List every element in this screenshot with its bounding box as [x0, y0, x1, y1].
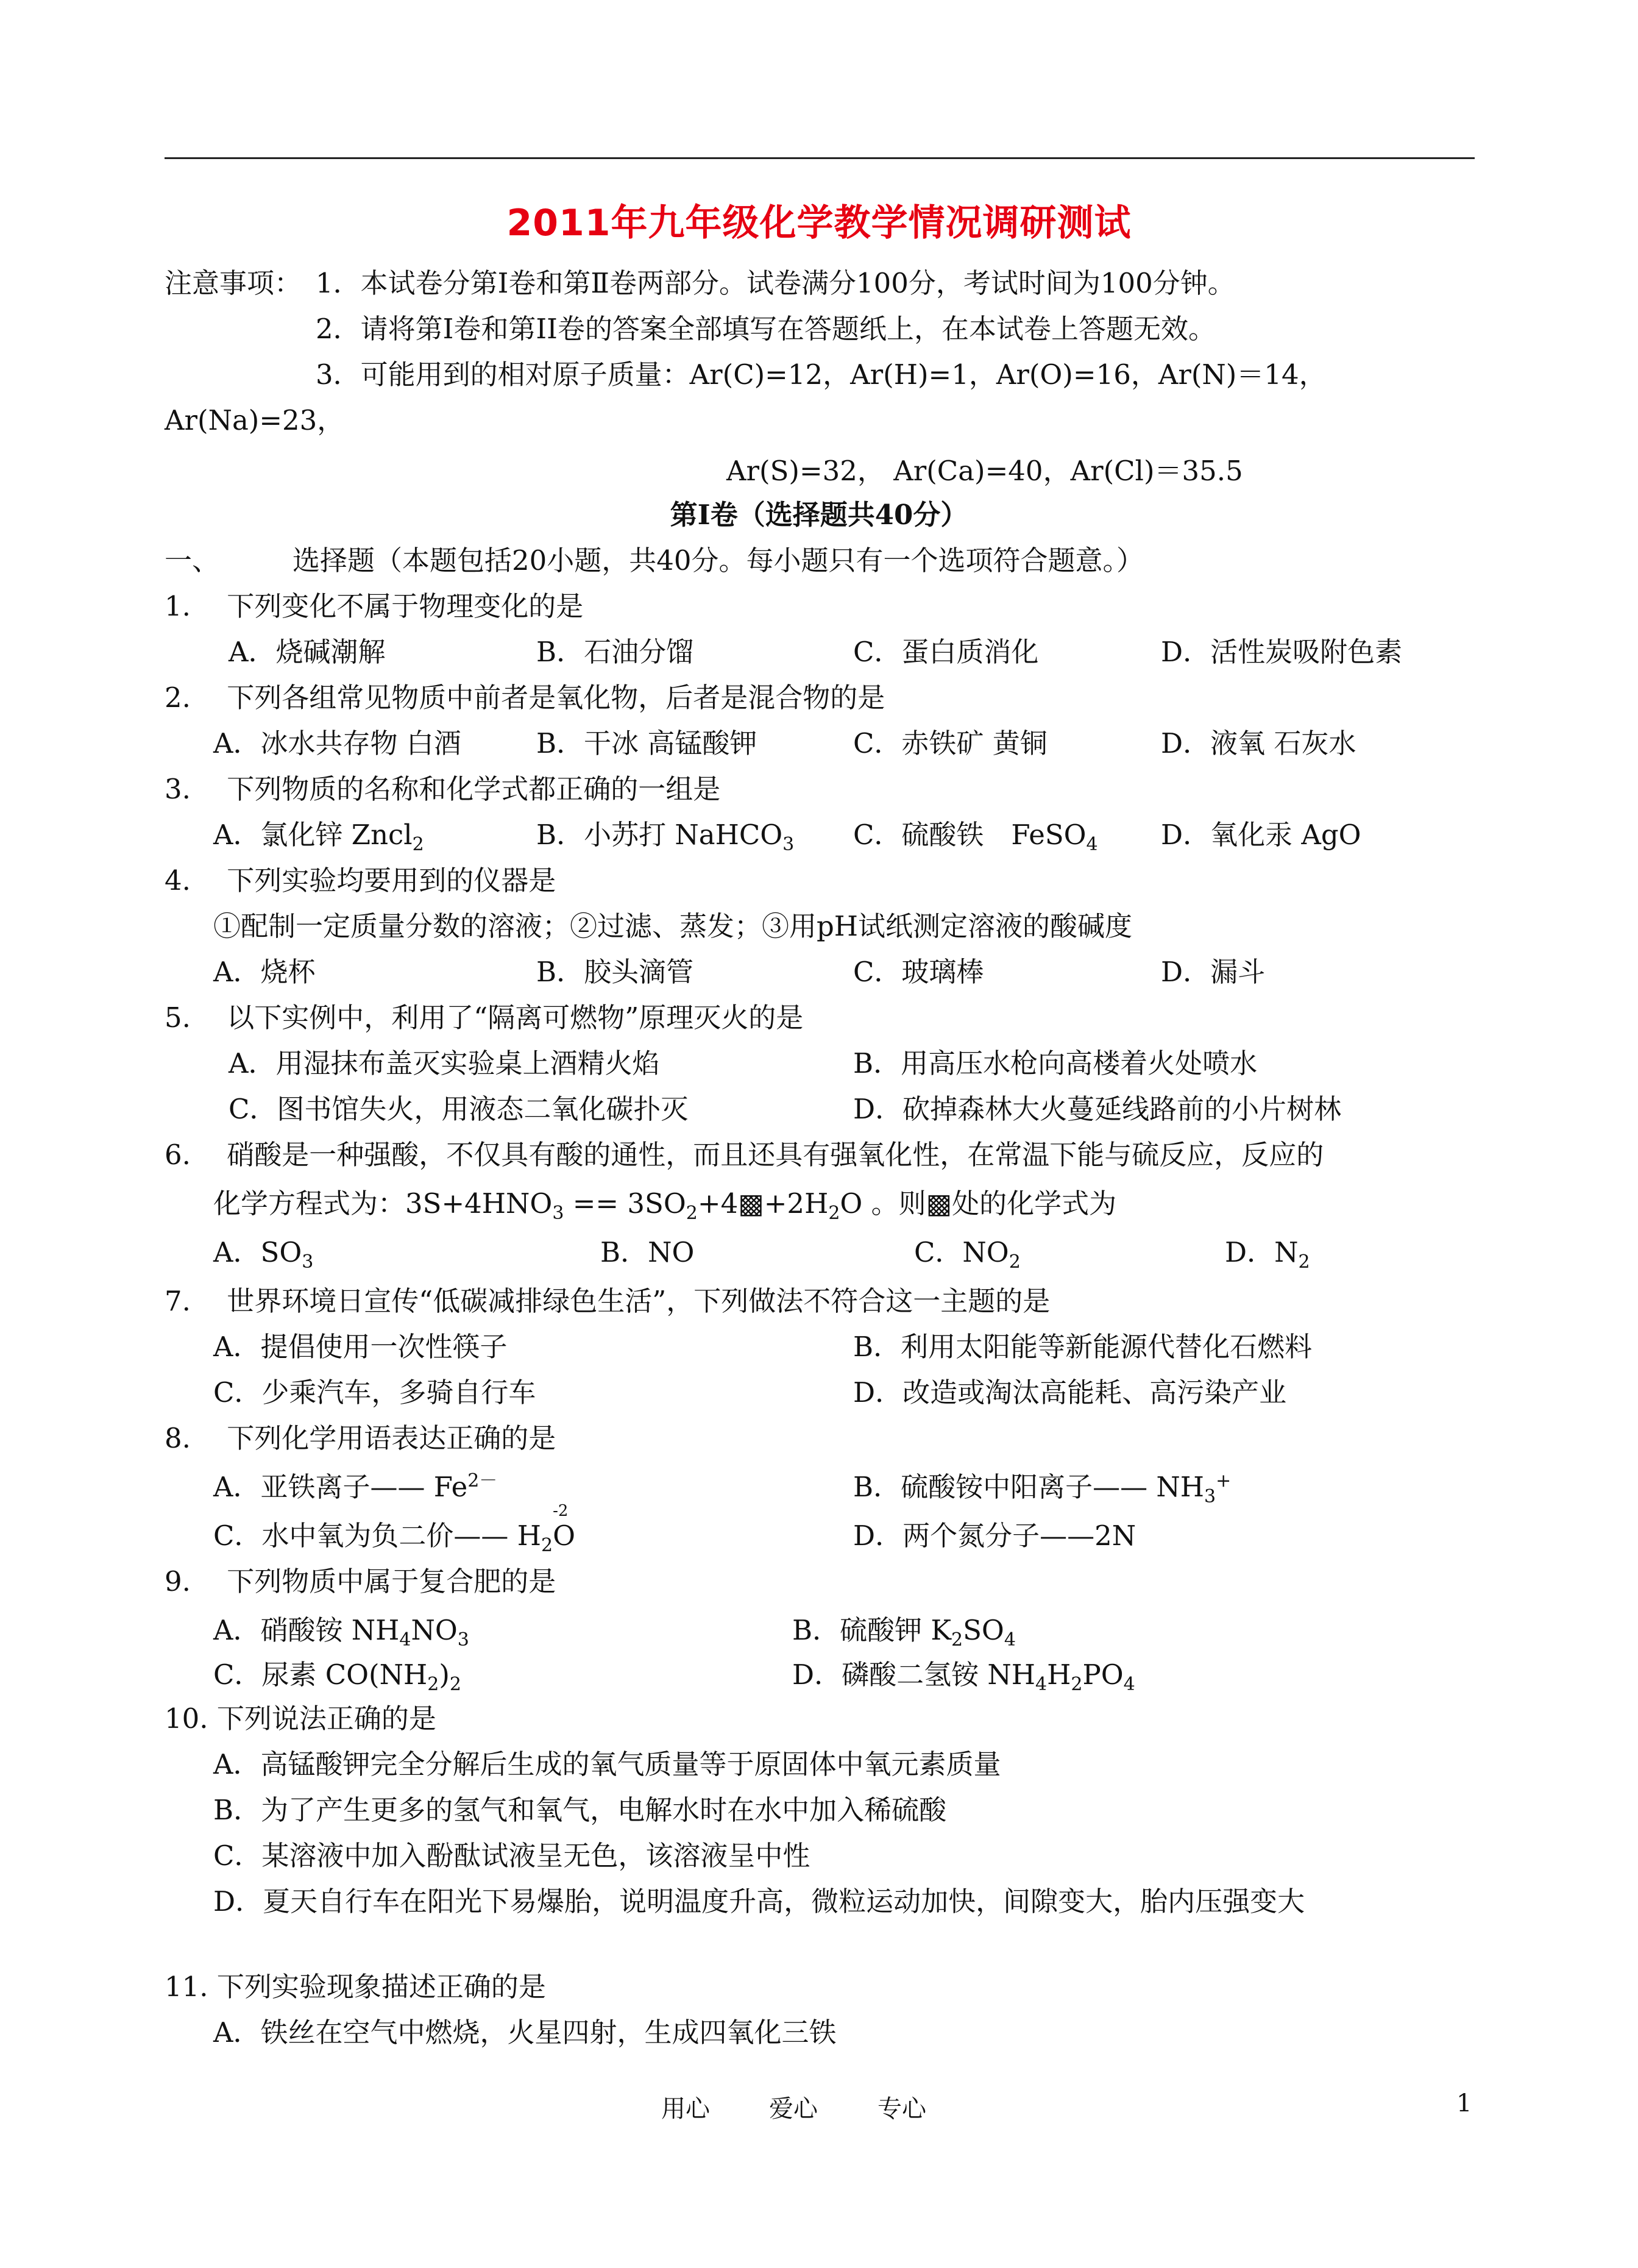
q2-option-d: D．液氧 石灰水	[1161, 727, 1356, 759]
q6-option-b: B．NO	[600, 1236, 695, 1268]
page-number: 1	[1456, 2089, 1472, 2117]
section-title: 第Ⅰ卷（选择题共40分）	[670, 499, 968, 531]
q6-option-a: A．$SO_3$	[213, 1236, 314, 1273]
q2-option-c: C．赤铁矿 黄铜	[853, 727, 1048, 759]
q8-stem: 8. 下列化学用语表达正确的是	[165, 1422, 556, 1454]
footer-motto-2: 爱心	[769, 2095, 818, 2123]
note-1: 1．本试卷分第Ⅰ卷和第Ⅱ卷两部分。试卷满分100分，考试时间为100分钟。	[316, 267, 1235, 299]
q9-stem: 9. 下列物质中属于复合肥的是	[165, 1565, 556, 1598]
q8-option-b: B．硫酸铵中阳离子—— $NH_3^+$	[853, 1470, 1232, 1507]
q3-stem: 3. 下列物质的名称和化学式都正确的一组是	[165, 773, 721, 805]
q6-option-d: D．$N_2$	[1225, 1236, 1310, 1273]
q5-option-c: C．图书馆失火，用液态二氧化碳扑灭	[229, 1093, 689, 1125]
q3-option-c: C．硫酸铁 FeSO$_4$	[853, 819, 1098, 855]
q4-option-c: C．玻璃棒	[853, 956, 984, 988]
q10-option-b: B．为了产生更多的氢气和氧气，电解水时在水中加入稀硫酸	[213, 1794, 947, 1826]
q10-option-a: A．高锰酸钾完全分解后生成的氧气质量等于原固体中氧元素质量	[213, 1748, 1001, 1780]
q7-option-d: D．改造或淘汰高能耗、高污染产业	[853, 1376, 1287, 1409]
q10-option-d: D．夏天自行车在阳光下易爆胎，说明温度升高，微粒运动加快，间隙变大，胎内压强变大	[213, 1885, 1305, 1918]
q10-option-c: C．某溶液中加入酚酞试液呈无色，该溶液呈中性	[213, 1840, 810, 1872]
part-label: 一、	[165, 544, 220, 577]
q1-stem: 1. 下列变化不属于物理变化的是	[165, 590, 584, 622]
q4-stem: 4. 下列实验均要用到的仪器是	[165, 864, 556, 897]
q9-option-b: B．硫酸钾 $K_2SO_4$	[792, 1614, 1016, 1651]
note-2: 2．请将第Ⅰ卷和第II卷的答案全部填写在答题纸上，在本试卷上答题无效。	[316, 313, 1216, 345]
footer-motto-3: 专心	[878, 2095, 926, 2123]
q9-option-c: C．尿素 $CO(NH_2)_2$	[213, 1658, 461, 1695]
q8-option-a: A．亚铁离子—— $Fe^{2-}$	[213, 1470, 498, 1503]
q2-option-a: A．冰水共存物 白酒	[213, 727, 461, 759]
q8-option-c: C．水中氧为负二价—— $H_2$ -2 O	[213, 1502, 575, 1556]
note-3: 3．可能用到的相对原子质量：Ar(C)=12，Ar(H)=1，Ar(O)=16，Ar(N)＝14，	[316, 358, 1327, 391]
q9-option-a: A．硝酸铵 $NH_4NO_3$	[213, 1614, 469, 1651]
notes-label: 注意事项：	[165, 267, 302, 299]
q1-option-c: C．蛋白质消化	[853, 636, 1039, 668]
q11-option-a: A．铁丝在空气中燃烧，火星四射，生成四氧化三铁	[213, 2016, 837, 2049]
footer-motto-1: 用心	[661, 2095, 710, 2123]
q11-stem: 11. 下列实验现象描述正确的是	[165, 1971, 546, 2003]
q6-equation: 化学方程式为：$3S+4HNO_3$ == $3SO_2+4▩+2H_2O$ 。则▩处的化学式为	[213, 1187, 1117, 1224]
part-instructions: 选择题（本题包括20小题，共40分。每小题只有一个选项符合题意。）	[292, 544, 1144, 577]
q5-stem: 5. 以下实例中，利用了“隔离可燃物”原理灭火的是	[165, 1001, 804, 1034]
q7-option-c: C．少乘汽车，多骑自行车	[213, 1376, 536, 1409]
q3-option-a: A．氯化锌 Zncl$_2$	[213, 819, 424, 855]
q9-option-d: D．磷酸二氢铵 $NH_4H_2PO_4$	[792, 1658, 1135, 1695]
q6-option-c: C．$NO_2$	[914, 1236, 1021, 1273]
exam-title: 2011年九年级化学教学情况调研测试	[506, 202, 1132, 244]
q3-option-b: B．小苏打 NaHCO$_3$	[536, 819, 795, 855]
q1-option-b: B．石油分馏	[536, 636, 694, 668]
q4-option-d: D．漏斗	[1161, 956, 1266, 988]
q7-option-a: A．提倡使用一次性筷子	[213, 1331, 508, 1363]
q7-stem: 7. 世界环境日宣传“低碳减排绿色生活”，下列做法不符合这一主题的是	[165, 1285, 1051, 1317]
q4-option-b: B．胶头滴管	[536, 956, 694, 988]
note-3-cont: Ar(Na)=23，	[165, 404, 345, 436]
q4-subtext: ①配制一定质量分数的溶液；②过滤、蒸发；③用pH试纸测定溶液的酸碱度	[213, 910, 1133, 942]
q6-stem: 6. 硝酸是一种强酸，不仅具有酸的通性，而且还具有强氧化性，在常温下能与硫反应，反应的	[165, 1139, 1324, 1171]
header-rule	[165, 157, 1475, 159]
q3-option-d: D．氧化汞 AgO	[1161, 819, 1361, 851]
q4-option-a: A．烧杯	[213, 956, 316, 988]
q5-option-b: B．用高压水枪向高楼着火处喷水	[853, 1047, 1258, 1079]
q2-option-b: B．干冰 高锰酸钾	[536, 727, 757, 759]
q5-option-d: D．砍掉森林大火蔓延线路前的小片树林	[853, 1093, 1342, 1125]
q2-stem: 2. 下列各组常见物质中前者是氧化物，后者是混合物的是	[165, 681, 885, 714]
q1-option-d: D．活性炭吸附色素	[1161, 636, 1403, 668]
q1-option-a: A．烧碱潮解	[229, 636, 386, 668]
q7-option-b: B．利用太阳能等新能源代替化石燃料	[853, 1331, 1313, 1363]
note-3-cont2: Ar(S)=32， Ar(Ca)=40，Ar(Cl)＝35.5	[726, 455, 1243, 487]
q8-option-d: D．两个氮分子——2N	[853, 1520, 1136, 1552]
q5-option-a: A．用湿抹布盖灭实验桌上酒精火焰	[229, 1047, 660, 1079]
q10-stem: 10. 下列说法正确的是	[165, 1702, 436, 1735]
